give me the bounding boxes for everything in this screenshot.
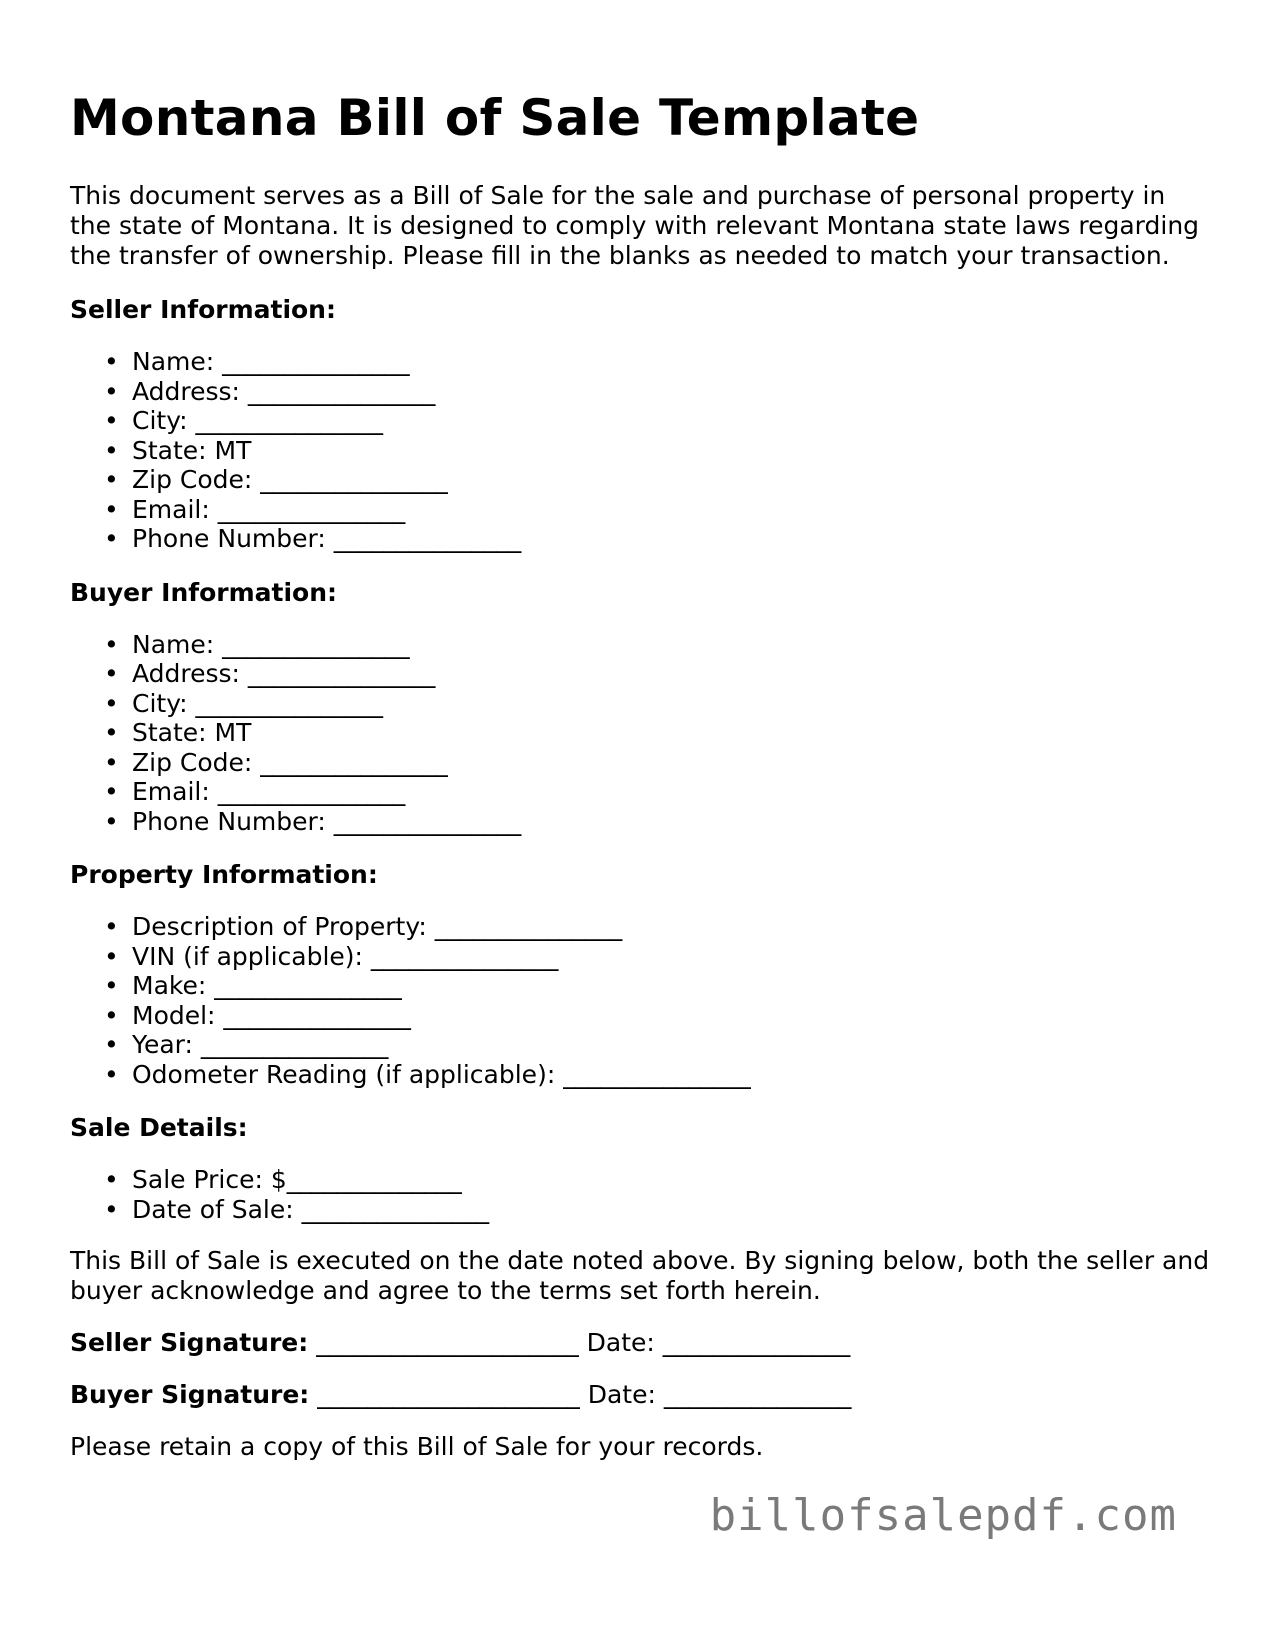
watermark: billofsalepdf.com <box>709 1490 1177 1541</box>
seller-signature-label: Seller Signature: <box>70 1328 309 1357</box>
list-item: • Sale Price: $______________ <box>132 1165 1230 1195</box>
buyer-list <box>70 630 1230 837</box>
list-item: • Email: _______________ <box>132 777 1230 807</box>
list-item: • State: MT <box>132 436 1230 466</box>
seller-signature-line <box>70 1328 1230 1358</box>
list-item: • Odometer Reading (if applicable): _______________ <box>132 1060 1230 1090</box>
list-item: • Email: _______________ <box>132 495 1230 525</box>
list-item: • Address: _______________ <box>132 377 1230 407</box>
sale-heading: Sale Details: <box>70 1113 248 1142</box>
property-heading: Property Information: <box>70 860 378 889</box>
buyer-signature-label: Buyer Signature: <box>70 1380 310 1409</box>
list-item: • VIN (if applicable): _______________ <box>132 942 1230 972</box>
buyer-signature-line <box>70 1380 1230 1410</box>
list-item: • City: _______________ <box>132 406 1230 436</box>
list-item: • Date of Sale: _______________ <box>132 1195 1230 1225</box>
sale-list <box>70 1165 1230 1224</box>
property-list <box>70 912 1230 1089</box>
list-item: • Zip Code: _______________ <box>132 465 1230 495</box>
page-title: Montana Bill of Sale Template <box>70 89 920 147</box>
seller-signature-blank: _____________________ Date: _______________ <box>308 1328 851 1357</box>
list-item: • State: MT <box>132 718 1230 748</box>
seller-heading: Seller Information: <box>70 295 336 324</box>
closing-paragraph: This Bill of Sale is executed on the date noted above. By signing below, both the seller and buyer acknowledge and agree to the terms set forth herein. <box>70 1246 1210 1305</box>
list-item: • Phone Number: _______________ <box>132 524 1230 554</box>
list-item: • City: _______________ <box>132 689 1230 719</box>
document-page <box>70 0 1230 1462</box>
buyer-heading: Buyer Information: <box>70 577 338 607</box>
list-item: • Make: _______________ <box>132 971 1230 1001</box>
intro-paragraph: This document serves as a Bill of Sale for the sale and purchase of personal property in the state of Montana. It is designed to comply with relevant Montana state laws regarding the transfer of ownership. Please fill in the blanks as needed to match your transaction. <box>70 181 1200 270</box>
retain-note: Please retain a copy of this Bill of Sale for your records. <box>70 1432 764 1461</box>
list-item: • Address: _______________ <box>132 659 1230 689</box>
list-item: • Description of Property: _______________ <box>132 912 1230 942</box>
list-item: • Year: _______________ <box>132 1030 1230 1060</box>
list-item: • Phone Number: _______________ <box>132 807 1230 837</box>
buyer-signature-blank: _____________________ Date: _______________ <box>309 1380 852 1409</box>
list-item: • Name: _______________ <box>132 630 1230 660</box>
list-item: • Zip Code: _______________ <box>132 748 1230 778</box>
seller-list <box>70 347 1230 554</box>
list-item: • Model: _______________ <box>132 1001 1230 1031</box>
list-item: • Name: _______________ <box>132 347 1230 377</box>
